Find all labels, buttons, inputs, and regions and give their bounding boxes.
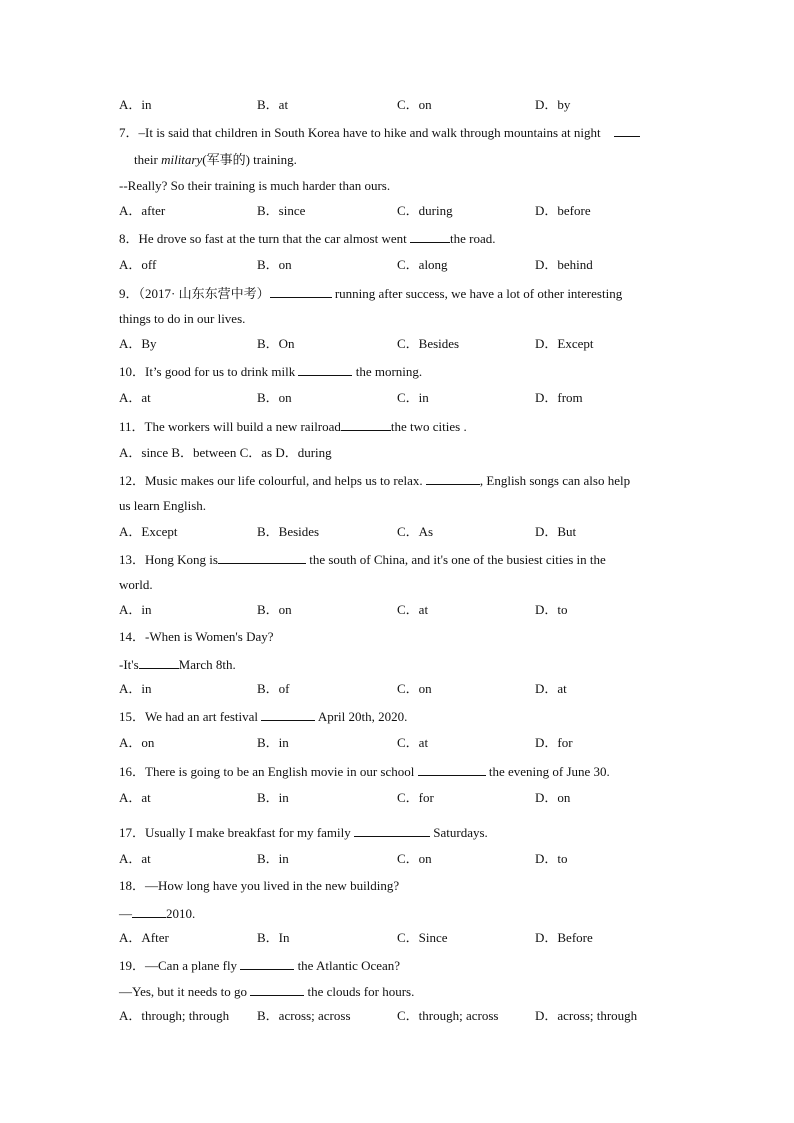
q18-reply: — 2010. xyxy=(119,906,196,921)
option-d[interactable]: D．before xyxy=(535,203,591,218)
option-c[interactable]: C．at xyxy=(397,602,429,617)
option-b[interactable]: B．On xyxy=(257,336,295,351)
q11-options[interactable]: A．since B．between C．as D．during xyxy=(119,445,332,460)
option-c[interactable]: C．As xyxy=(397,524,434,539)
q9-question: 9．（2017· 山东东营中考） running after success, we have a lot of other interesting xyxy=(119,286,623,301)
option-d[interactable]: D．Before xyxy=(535,930,593,945)
option-b[interactable]: B．Besides xyxy=(257,524,320,539)
q17-question: 17．Usually I make breakfast for my family Saturdays. xyxy=(119,825,488,840)
option-b[interactable]: B．in xyxy=(257,790,289,805)
answer-blank[interactable] xyxy=(132,905,166,918)
q8-question: 8．He drove so fast at the turn that the car almost went the road. xyxy=(119,231,496,246)
q12-question-cont: us learn English. xyxy=(119,498,207,513)
option-b[interactable]: B．at xyxy=(257,97,289,112)
option-a[interactable]: A．through; through xyxy=(119,1008,230,1023)
option-b[interactable]: B．in xyxy=(257,735,289,750)
option-a[interactable]: A．in xyxy=(119,602,152,617)
option-a[interactable]: A．at xyxy=(119,390,151,405)
option-b[interactable]: B．across; across xyxy=(257,1008,351,1023)
option-c[interactable]: C．along xyxy=(397,257,448,272)
option-c[interactable]: C．on xyxy=(397,681,432,696)
option-a[interactable]: A．After xyxy=(119,930,169,945)
option-d[interactable]: D．at xyxy=(535,681,567,696)
answer-blank[interactable] xyxy=(418,763,486,776)
option-b[interactable]: B．in xyxy=(257,851,289,866)
answer-blank[interactable] xyxy=(270,285,332,298)
option-d[interactable]: D．to xyxy=(535,602,568,617)
option-c[interactable]: C．in xyxy=(397,390,429,405)
option-d[interactable]: D．on xyxy=(535,790,571,805)
option-b[interactable]: B．of xyxy=(257,681,290,696)
answer-blank[interactable] xyxy=(139,656,179,669)
q19-reply: —Yes, but it needs to go the clouds for hours. xyxy=(119,984,415,999)
option-c[interactable]: C．at xyxy=(397,735,429,750)
option-a[interactable]: A．after xyxy=(119,203,166,218)
answer-blank[interactable] xyxy=(354,824,430,837)
q19-question: 19．—Can a plane fly the Atlantic Ocean? xyxy=(119,958,401,973)
option-a[interactable]: A．at xyxy=(119,851,151,866)
answer-blank[interactable] xyxy=(614,124,640,137)
q18-question: 18．—How long have you lived in the new building? xyxy=(119,878,400,893)
q14-question: 14．-When is Women's Day? xyxy=(119,629,274,644)
option-a[interactable]: A．in xyxy=(119,681,152,696)
q9-question-cont: things to do in our lives. xyxy=(119,311,246,326)
answer-blank[interactable] xyxy=(218,551,306,564)
answer-blank[interactable] xyxy=(426,472,480,485)
option-c[interactable]: C．during xyxy=(397,203,453,218)
option-c[interactable]: C．for xyxy=(397,790,434,805)
option-a[interactable]: A．Except xyxy=(119,524,178,539)
q11-question: 11．The workers will build a new railroad the two cities . xyxy=(119,419,467,434)
option-b[interactable]: B．on xyxy=(257,390,292,405)
q13-question: 13．Hong Kong is the south of China, and it's one of the busiest cities in the xyxy=(119,552,606,567)
answer-blank[interactable] xyxy=(298,363,352,376)
q7-reply: --Really? So their training is much harder than ours. xyxy=(119,178,391,193)
option-a[interactable]: A．By xyxy=(119,336,157,351)
option-a[interactable]: A．on xyxy=(119,735,155,750)
option-a[interactable]: A．at xyxy=(119,790,151,805)
option-b[interactable]: B．In xyxy=(257,930,290,945)
q10-question: 10．It’s good for us to drink milk the morning. xyxy=(119,364,423,379)
q15-question: 15．We had an art festival April 20th, 2020. xyxy=(119,709,408,724)
option-c[interactable]: C．Since xyxy=(397,930,448,945)
answer-blank[interactable] xyxy=(410,230,450,243)
option-c[interactable]: C．Besides xyxy=(397,336,460,351)
q13-question-cont: world. xyxy=(119,577,153,592)
q14-reply: -It's March 8th. xyxy=(119,657,236,672)
option-c[interactable]: C．on xyxy=(397,97,432,112)
option-d[interactable]: D．for xyxy=(535,735,573,750)
option-d[interactable]: D．behind xyxy=(535,257,593,272)
q16-question: 16．There is going to be an English movie in our school the evening of June 30. xyxy=(119,764,610,779)
option-c[interactable]: C．on xyxy=(397,851,432,866)
option-d[interactable]: D．But xyxy=(535,524,577,539)
answer-blank[interactable] xyxy=(261,708,315,721)
option-b[interactable]: B．on xyxy=(257,257,292,272)
answer-blank[interactable] xyxy=(250,983,304,996)
answer-blank[interactable] xyxy=(341,418,391,431)
option-b[interactable]: B．on xyxy=(257,602,292,617)
option-d[interactable]: D．across; through xyxy=(535,1008,638,1023)
answer-blank[interactable] xyxy=(240,957,294,970)
option-a[interactable]: A．in xyxy=(119,97,152,112)
q12-question: 12．Music makes our life colourful, and helps us to relax. , English songs can also help xyxy=(119,473,631,488)
option-d[interactable]: D．Except xyxy=(535,336,594,351)
option-d[interactable]: D．to xyxy=(535,851,568,866)
option-d[interactable]: D．from xyxy=(535,390,583,405)
option-b[interactable]: B．since xyxy=(257,203,306,218)
option-d[interactable]: D．by xyxy=(535,97,571,112)
option-c[interactable]: C．through; across xyxy=(397,1008,499,1023)
q7-question: 7．–It is said that children in South Korea have to hike and walk through mountains at night xyxy=(119,124,640,141)
option-a[interactable]: A．off xyxy=(119,257,157,272)
q7-question-cont: their military(军事的) training. xyxy=(134,152,297,167)
